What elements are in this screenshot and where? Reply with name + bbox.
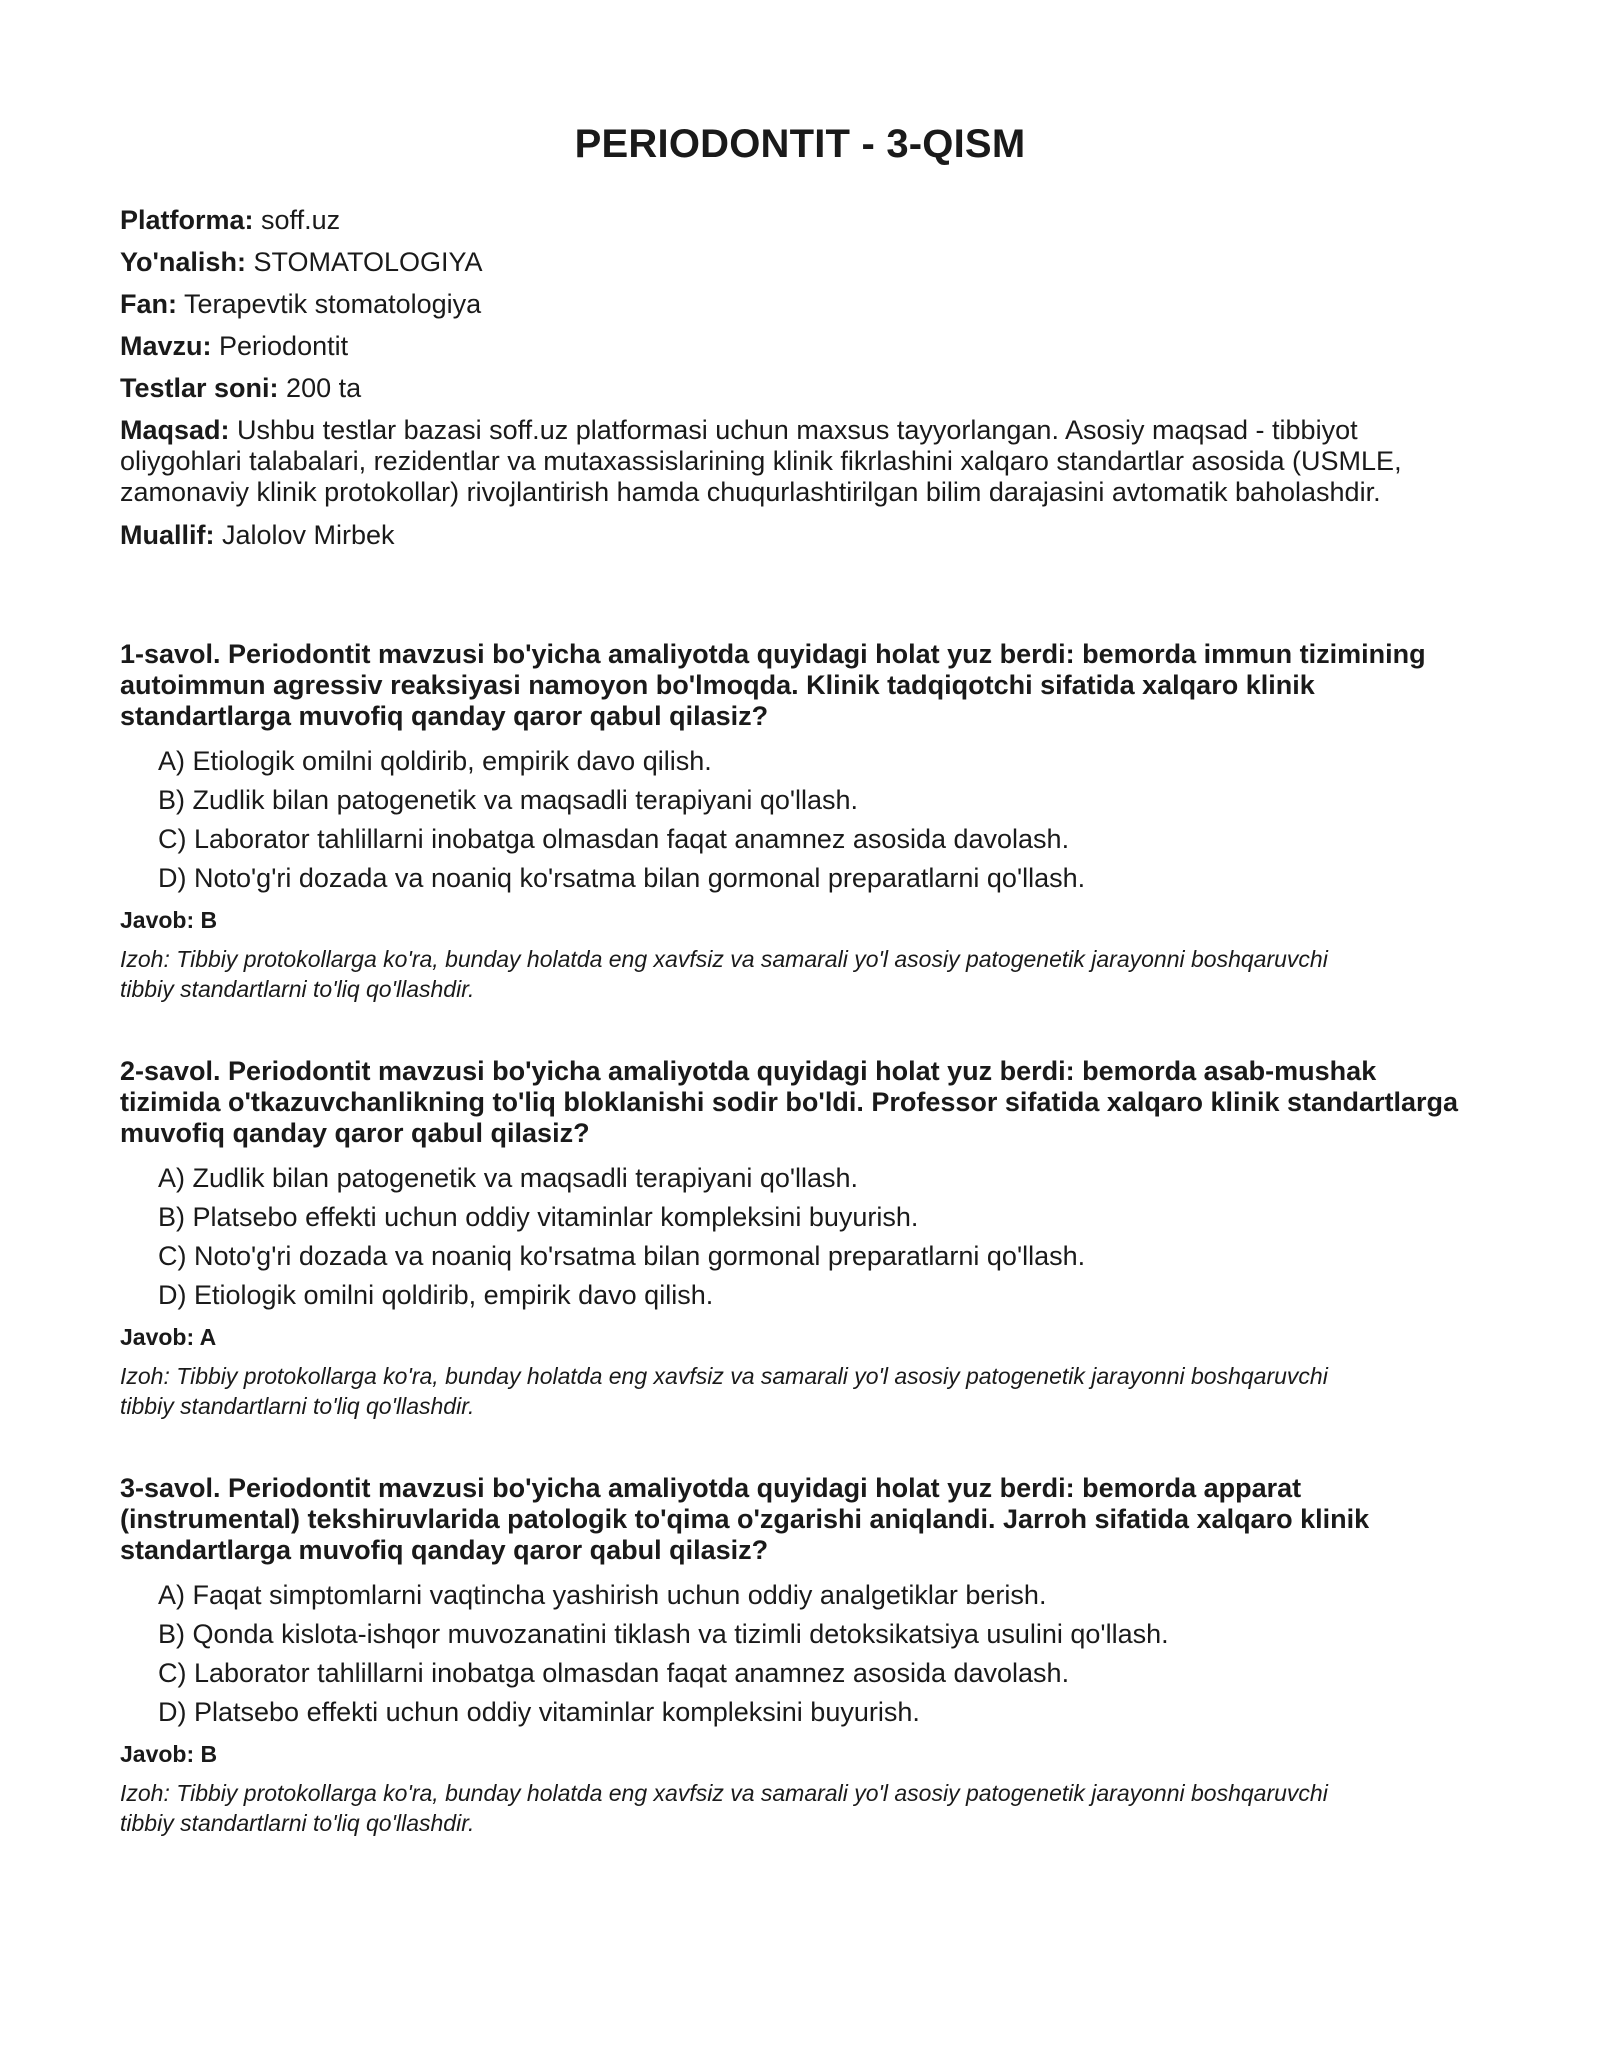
question-text: 1-savol. Periodontit mavzusi bo'yicha amaliyotda quyidagi holat yuz berdi: bemorda immun tizimining autoimmun agressiv reaksiyasi namoyon bo'lmoqda. Klinik tadqiqotchi sifatida xalqaro klinik standartlarga muvofiq qanday qaror qabul qilasiz? xyxy=(120,639,1426,731)
option-a: A) Zudlik bilan patogenetik va maqsadli terapiyani qo'llash. xyxy=(158,1163,859,1193)
page-title: PERIODONTIT - 3-QISM xyxy=(574,122,1026,166)
question-text: 2-savol. Periodontit mavzusi bo'yicha amaliyotda quyidagi holat yuz berdi: bemorda asab-mushak tizimida o'tkazuvchanlikning to'liq bloklanishi sodir bo'ldi. Professor sifatida xalqaro klinik standartlarga muvofiq qanday qaror qabul qilasiz? xyxy=(120,1056,1459,1148)
option-c: C) Laborator tahlillarni inobatga olmasdan faqat anamnez asosida davolash. xyxy=(158,1658,1070,1688)
question-1 xyxy=(120,639,1480,1004)
meta-label: Yo'nalish: xyxy=(120,247,246,277)
meta-value: 200 ta xyxy=(278,373,362,403)
meta-direction xyxy=(120,247,1480,278)
answer-options xyxy=(120,1580,1480,1728)
meta-value: Periodontit xyxy=(211,331,349,361)
option-c: C) Noto'g'ri dozada va noaniq ko'rsatma bilan gormonal preparatlarni qo'llash. xyxy=(158,1241,1086,1271)
question-text: 3-savol. Periodontit mavzusi bo'yicha amaliyotda quyidagi holat yuz berdi: bemorda apparat (instrumental) tekshiruvlarida patologik to'qima o'zgarishi aniqlandi. Jarroh sifatida xalqaro klinik standartlarga muvofiq qanday qaror qabul qilasiz? xyxy=(120,1473,1370,1565)
answer-options xyxy=(120,746,1480,894)
option-a: A) Faqat simptomlarni vaqtincha yashirish uchun oddiy analgetiklar berish. xyxy=(158,1580,1047,1610)
meta-subject xyxy=(120,289,1480,320)
meta-test-count xyxy=(120,373,1480,404)
meta-label: Mavzu: xyxy=(120,331,212,361)
option-a: A) Etiologik omilni qoldirib, empirik davo qilish. xyxy=(158,746,712,776)
meta-author xyxy=(120,520,1480,551)
correct-answer: Javob: A xyxy=(120,1324,217,1350)
meta-label: Maqsad: xyxy=(120,415,230,445)
option-d: D) Noto'g'ri dozada va noaniq ko'rsatma bilan gormonal preparatlarni qo'llash. xyxy=(158,863,1086,893)
meta-value: Terapevtik stomatologiya xyxy=(177,289,482,319)
correct-answer: Javob: B xyxy=(120,907,218,933)
question-2 xyxy=(120,1056,1480,1421)
meta-label: Platforma: xyxy=(120,205,254,235)
question-3 xyxy=(120,1473,1480,1838)
meta-label: Fan: xyxy=(120,289,177,319)
meta-value: soff.uz xyxy=(253,205,341,235)
meta-block xyxy=(120,205,1480,551)
answer-options xyxy=(120,1163,1480,1311)
option-d: D) Etiologik omilni qoldirib, empirik davo qilish. xyxy=(158,1280,714,1310)
option-d: D) Platsebo effekti uchun oddiy vitaminlar kompleksini buyurish. xyxy=(158,1697,920,1727)
option-b: B) Platsebo effekti uchun oddiy vitaminlar kompleksini buyurish. xyxy=(158,1202,919,1232)
meta-label: Muallif: xyxy=(120,520,215,550)
meta-goal xyxy=(120,415,1480,508)
explanation: Izoh: Tibbiy protokollarga ko'ra, bunday holatda eng xavfsiz va samarali yo'l asosiy patogenetik jarayonni boshqaruvchi tibbiy standartlarni to'liq qo'llashdir. xyxy=(120,1363,1328,1419)
meta-value: Jalolov Mirbek xyxy=(214,520,395,550)
meta-platform xyxy=(120,205,1480,236)
option-b: B) Zudlik bilan patogenetik va maqsadli terapiyani qo'llash. xyxy=(158,785,859,815)
meta-value: STOMATOLOGIYA xyxy=(245,247,483,277)
correct-answer: Javob: B xyxy=(120,1741,218,1767)
option-b: B) Qonda kislota-ishqor muvozanatini tiklash va tizimli detoksikatsiya usulini qo'llash. xyxy=(158,1619,1169,1649)
question-list xyxy=(120,639,1480,1838)
option-c: C) Laborator tahlillarni inobatga olmasdan faqat anamnez asosida davolash. xyxy=(158,824,1070,854)
meta-label: Testlar soni: xyxy=(120,373,279,403)
explanation: Izoh: Tibbiy protokollarga ko'ra, bunday holatda eng xavfsiz va samarali yo'l asosiy patogenetik jarayonni boshqaruvchi tibbiy standartlarni to'liq qo'llashdir. xyxy=(120,946,1328,1002)
meta-value: Ushbu testlar bazasi soff.uz platformasi uchun maxsus tayyorlangan. Asosiy maqsad - tibbiyot oliygohlari talabalari, rezidentlar va mutaxassislarining klinik fikrlashini xalqaro standartlar asosida (USMLE, zamonaviy klinik protokollar) rivojlantirish hamda chuqurlashtirilgan bilim darajasini avtomatik baholashdir. xyxy=(120,415,1402,507)
explanation: Izoh: Tibbiy protokollarga ko'ra, bunday holatda eng xavfsiz va samarali yo'l asosiy patogenetik jarayonni boshqaruvchi tibbiy standartlarni to'liq qo'llashdir. xyxy=(120,1780,1328,1836)
meta-topic xyxy=(120,331,1480,362)
